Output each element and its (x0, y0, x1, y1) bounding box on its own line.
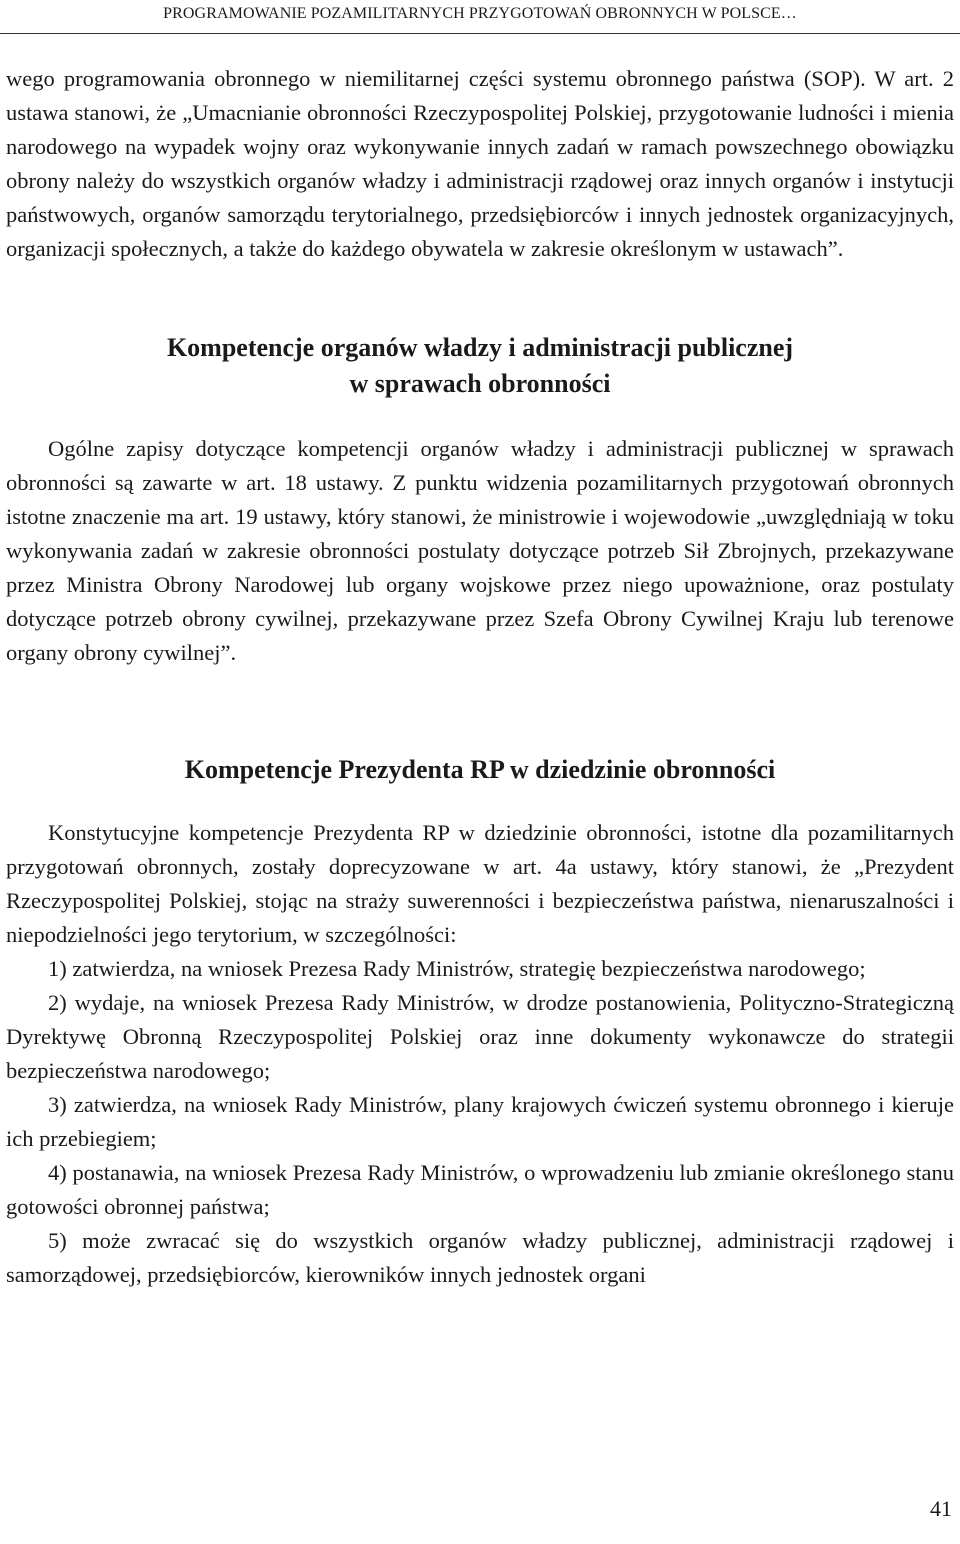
section-title-competences (6, 330, 954, 402)
section-title-line-1: Kompetencje organów władzy i administracji publicznej (166, 333, 794, 362)
running-header: PROGRAMOWANIE POZAMILITARNYCH PRZYGOTOWAŃ OBRONNYCH W POLSCE… (0, 0, 960, 34)
section-title-president: Kompetencje Prezydenta RP w dziedzinie obronności (184, 755, 776, 784)
list-item: 1) zatwierdza, na wniosek Prezesa Rady Ministrów, strategię bezpieczeństwa narodowego; (48, 956, 866, 981)
page-body (6, 62, 954, 1292)
competences-paragraph: Ogólne zapisy dotyczące kompetencji organów władzy i administracji publicznej w sprawach obronności są zawarte w art. 18 ustawy. Z punktu widzenia pozamilitarnych przygotowań obronnych istotne znaczenie ma art. 19 ustawy, który stanowi, że ministrowie i wojewodowie „uwzględniają w toku wykonywania zadań w zakresie obronności postulaty dotyczące potrzeb Sił Zbrojnych, przekazywane przez Ministra Obrony Narodowej lub organy wojskowe przez niego upoważnione, oraz postulaty dotyczące potrzeb obrony cywilnej, przekazywane przez Szefa Obrony Cywilnej Kraju lub terenowe organy obrony cywilnej”. (6, 436, 954, 665)
list-item: 5) może zwracać się do wszystkich organów władzy publicznej, administracji rządowej i samorządowej, przedsiębiorców, kierowników innych jednostek organi (6, 1228, 954, 1287)
list-item: 2) wydaje, na wniosek Prezesa Rady Ministrów, w drodze postanowienia, Polityczno-Strategiczną Dyrektywę Obronną Rzeczypospolitej Polskiej oraz inne dokumenty wykonawcze do strategii bezpieczeństwa narodowego; (6, 990, 954, 1083)
list-item: 3) zatwierdza, na wniosek Rady Ministrów, plany krajowych ćwiczeń systemu obronnego i kieruje ich przebiegiem; (6, 1092, 954, 1151)
president-paragraph: Konstytucyjne kompetencje Prezydenta RP w dziedzinie obronności, istotne dla pozamilitarnych przygotowań obronnych, zostały doprecyzowane w art. 4a ustawy, który stanowi, że „Prezydent Rzeczypospolitej Polskiej, stojąc na straży suwerenności i bezpieczeństwa państwa, nienaruszalności i niepodzielności jego terytorium, w szczególności: (6, 820, 954, 947)
page-number: 41 (930, 1496, 952, 1521)
president-competences-list (6, 952, 954, 1292)
section-title-line-2: w sprawach obronności (349, 369, 611, 398)
intro-paragraph: wego programowania obronnego w niemilitarnej części systemu obronnego państwa (SOP). W art. 2 ustawa stanowi, że „Umacnianie obronności Rzeczypospolitej Polskiej, przygotowanie ludności i mienia narodowego na wypadek wojny oraz wykonywanie innych zadań w ramach powszechnego obowiązku obrony należy do wszystkich organów władzy i administracji rządowej oraz innych organów i instytucji państwowych, organów samorządu terytorialnego, przedsiębiorców i innych jednostek organizacyjnych, organizacji społecznych, a także do każdego obywatela w zakresie określonym w ustawach”. (6, 66, 954, 261)
list-item: 4) postanawia, na wniosek Prezesa Rady Ministrów, o wprowadzeniu lub zmianie określonego stanu gotowości obronnej państwa; (6, 1160, 954, 1219)
